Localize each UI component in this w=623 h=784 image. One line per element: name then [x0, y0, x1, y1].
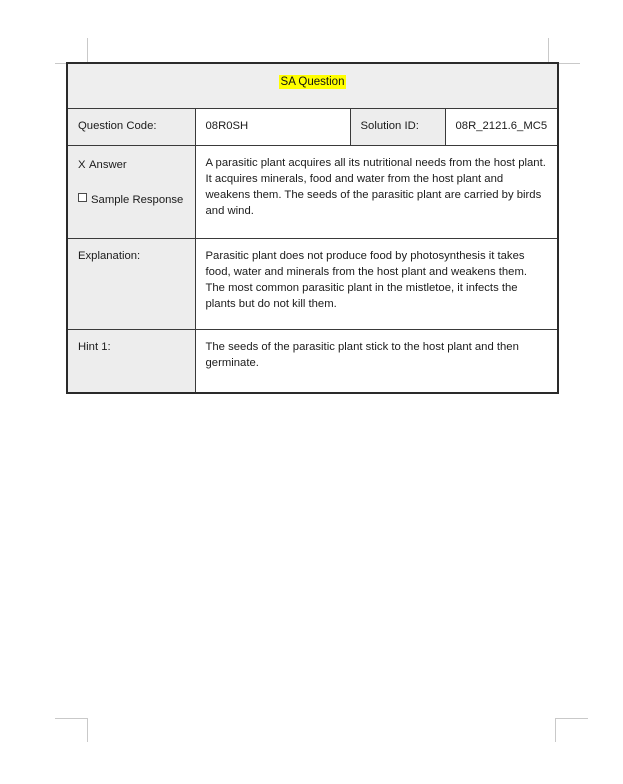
table-header-cell: [67, 63, 558, 109]
table-row-explanation: [67, 239, 558, 330]
option-answer[interactable]: [78, 157, 185, 173]
explanation-text: Parasitic plant does not produce food by photosynthesis it takes food, water and minerals from the host plant and weakens them. The most common parasitic plant in the mistletoe, it infects the plants but do not kill them.: [195, 239, 558, 330]
question-code-label: Question Code:: [67, 109, 195, 146]
crop-mark-bottom-right: [545, 718, 587, 750]
crop-mark-vertical-line: [555, 718, 556, 742]
crop-mark-bottom-left: [55, 718, 97, 750]
hint-label: Hint 1:: [67, 330, 195, 394]
checkbox-unchecked-icon[interactable]: [78, 193, 87, 202]
page-title: SA Question: [280, 76, 345, 88]
crop-mark-horizontal-line: [555, 718, 588, 719]
option-sample-response[interactable]: [78, 192, 185, 208]
answer-options-cell: [67, 146, 195, 239]
option-answer-label: Answer: [89, 159, 127, 172]
crop-mark-vertical-line: [87, 718, 88, 742]
table-row-answer: [67, 146, 558, 239]
table-row-codes: [67, 109, 558, 146]
explanation-label: Explanation:: [67, 239, 195, 330]
solution-id-label: Solution ID:: [350, 109, 445, 146]
x-mark-icon: X: [78, 159, 86, 172]
question-code-value: 08R0SH: [195, 109, 350, 146]
question-table: [66, 62, 559, 394]
crop-mark-vertical-line: [87, 38, 88, 64]
crop-mark-vertical-line: [548, 38, 549, 64]
crop-mark-horizontal-line: [55, 718, 88, 719]
answer-text: A parasitic plant acquires all its nutritional needs from the host plant. It acquires minerals, food and water from the host plant and weakens them. The seeds of the parasitic plant are carried by birds and wind.: [195, 146, 558, 239]
table-row-hint: [67, 330, 558, 394]
option-sample-response-label: Sample Response: [91, 194, 184, 207]
table-row-title: [67, 63, 558, 109]
solution-id-value: 08R_2121.6_MC5: [445, 109, 558, 146]
hint-text: The seeds of the parasitic plant stick to the host plant and then germinate.: [195, 330, 558, 394]
